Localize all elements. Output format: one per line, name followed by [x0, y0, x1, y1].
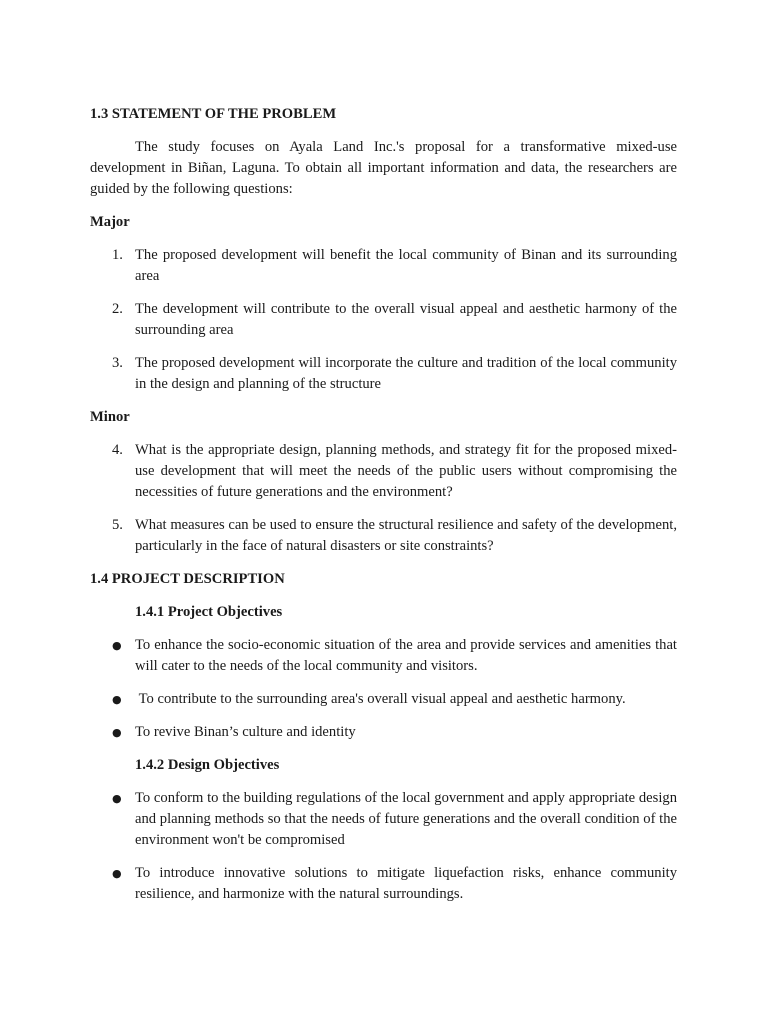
- bullet-icon: ●: [112, 693, 122, 706]
- section-heading-project: 1.4 PROJECT DESCRIPTION: [90, 571, 285, 587]
- list-number: 1.: [112, 247, 123, 263]
- intro-paragraph: The study focuses on Ayala Land Inc.'s proposal for a transformative mixed-use development in Biñan, Laguna. To obtain all important information and data, the researchers are guided by the following questions:: [90, 139, 677, 197]
- minor-label: Minor: [90, 409, 130, 425]
- list-item: [90, 440, 677, 503]
- section-heading-problem: 1.3 STATEMENT OF THE PROBLEM: [90, 106, 337, 122]
- bullet-icon: ●: [112, 639, 122, 652]
- list-item-text: To introduce innovative solutions to mitigate liquefaction risks, enhance community resilience, and harmonize with the natural surroundings.: [135, 865, 677, 902]
- list-number: 2.: [112, 301, 123, 317]
- list-number: 3.: [112, 355, 123, 371]
- list-item: [90, 515, 677, 557]
- list-item: [90, 635, 677, 677]
- list-item: [90, 353, 677, 395]
- list-item-text: To enhance the socio-economic situation of the area and provide services and amenities that will cater to the needs of the local community and visitors.: [135, 637, 677, 674]
- subheading-project-objectives: 1.4.1 Project Objectives: [135, 604, 283, 620]
- list-number: 4.: [112, 442, 123, 458]
- bullet-icon: ●: [112, 867, 122, 880]
- list-item-text: The proposed development will incorporate the culture and tradition of the local community in the design and planning of the structure: [135, 355, 677, 392]
- list-item: [90, 722, 677, 743]
- list-item: [90, 689, 677, 710]
- list-item-text: What is the appropriate design, planning methods, and strategy fit for the proposed mixed-use development that will meet the needs of the public users without compromising the necessities of future generations and the environment?: [135, 442, 677, 500]
- subheading-design-objectives: 1.4.2 Design Objectives: [135, 757, 280, 773]
- minor-question-list: [90, 440, 677, 557]
- list-item-text: To revive Binan’s culture and identity: [135, 724, 356, 740]
- list-item-text: To contribute to the surrounding area's overall visual appeal and aesthetic harmony.: [135, 691, 626, 707]
- design-objectives-list: [90, 788, 677, 905]
- list-item: [90, 788, 677, 851]
- major-label: Major: [90, 214, 130, 230]
- list-item-text: The development will contribute to the overall visual appeal and aesthetic harmony of the surrounding area: [135, 301, 677, 338]
- document-page: [90, 104, 677, 917]
- list-item-text: The proposed development will benefit the local community of Binan and its surrounding area: [135, 247, 677, 284]
- major-question-list: [90, 245, 677, 395]
- bullet-icon: ●: [112, 792, 122, 805]
- list-item: [90, 863, 677, 905]
- list-number: 5.: [112, 517, 123, 533]
- list-item-text: To conform to the building regulations of the local government and apply appropriate design and planning methods so that the needs of future generations and the overall condition of the environment won't be compromised: [135, 790, 677, 848]
- bullet-icon: ●: [112, 726, 122, 739]
- list-item: [90, 245, 677, 287]
- project-objectives-list: [90, 635, 677, 743]
- list-item: [90, 299, 677, 341]
- list-item-text: What measures can be used to ensure the structural resilience and safety of the development, particularly in the face of natural disasters or site constraints?: [135, 517, 677, 554]
